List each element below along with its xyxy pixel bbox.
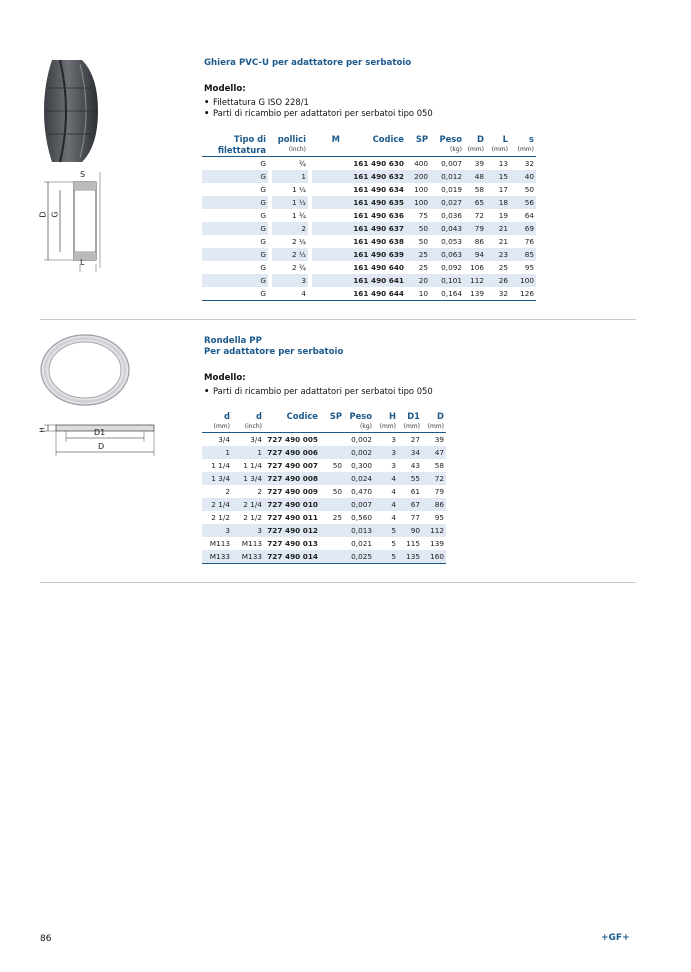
- col-header-pollici: pollici: [277, 134, 306, 144]
- cell-m: [312, 261, 342, 274]
- cell-d-inch: M113: [241, 539, 262, 548]
- cell-d-inch: 3: [232, 524, 264, 537]
- cell-peso: 0,027: [430, 196, 464, 209]
- cell-codice: 161 490 639: [342, 248, 406, 261]
- table-row: [202, 511, 446, 524]
- cell-peso: 0,560: [351, 513, 372, 522]
- cell-sp: [320, 537, 344, 550]
- cell-d-mm: 2 1/2: [211, 513, 230, 522]
- col-header-h: H: [388, 411, 396, 421]
- cell-d1: 27: [410, 435, 420, 444]
- drawing-label-l: L: [80, 258, 85, 267]
- cell-peso: 0,002: [351, 435, 372, 444]
- cell-h: 4: [374, 498, 398, 511]
- cell-sp: 20: [406, 274, 430, 287]
- cell-codice: 161 490 644: [353, 289, 404, 298]
- cell-tipo: G: [260, 185, 266, 194]
- cell-d: 160: [422, 550, 446, 564]
- cell-sp: 400: [414, 159, 428, 168]
- cell-s: 50: [524, 185, 534, 194]
- cell-m: [312, 235, 342, 248]
- nut-spec-table: [202, 134, 536, 301]
- cell-tipo: G: [202, 274, 268, 287]
- cell-d: 39: [434, 435, 444, 444]
- cell-peso: 0,013: [344, 524, 374, 537]
- col-header-sp: SP: [329, 411, 342, 421]
- cell-peso: 0,024: [344, 472, 374, 485]
- cell-d1: 77: [410, 513, 420, 522]
- cell-codice: 161 490 635: [342, 196, 406, 209]
- cell-h: 4: [391, 487, 396, 496]
- cell-d: 58: [474, 185, 484, 194]
- cell-h: 5: [391, 539, 396, 548]
- cell-s: 95: [524, 263, 534, 272]
- cell-sp: [320, 446, 344, 459]
- cell-d-inch: 2 1/2: [243, 513, 262, 522]
- table-row: [202, 524, 446, 537]
- cell-pollici: 2 ¾: [291, 263, 306, 272]
- cell-tipo: G: [260, 263, 266, 272]
- col-header-codice: Codice: [286, 411, 318, 421]
- col-header-s: s: [529, 134, 534, 144]
- cell-tipo: G: [260, 211, 266, 220]
- unit-d: (mm): [467, 146, 484, 153]
- cell-l: 21: [486, 222, 510, 235]
- cell-codice: 727 490 009: [267, 487, 318, 496]
- cell-h: 4: [391, 513, 396, 522]
- section-divider: [40, 582, 636, 583]
- table-row: [202, 183, 536, 196]
- cell-m: [312, 209, 342, 222]
- cell-peso: 0,053: [441, 237, 462, 246]
- cell-codice: 161 490 640: [353, 263, 404, 272]
- cell-l: 19: [498, 211, 508, 220]
- table-row: [202, 498, 446, 511]
- cell-sp: [320, 472, 344, 485]
- cell-d1: 135: [398, 550, 422, 564]
- cell-peso: 0,101: [430, 274, 464, 287]
- page-number: 86: [40, 934, 52, 944]
- bullet-item: • Filettatura G ISO 228/1: [204, 97, 309, 107]
- drawing-label-d1: D1: [94, 428, 106, 437]
- cell-d1: 34: [398, 446, 422, 459]
- nut-technical-drawing: [40, 168, 110, 272]
- cell-peso: 0,092: [441, 263, 462, 272]
- cell-m: [312, 287, 342, 301]
- cell-sp: [320, 498, 344, 511]
- cell-m: [312, 170, 342, 183]
- cell-sp: 10: [418, 289, 428, 298]
- cell-d: 86: [422, 498, 446, 511]
- cell-peso: 0,012: [430, 170, 464, 183]
- section-title: Rondella PP: [204, 336, 262, 346]
- table-row: [202, 274, 536, 287]
- cell-l: 15: [486, 170, 510, 183]
- cell-d-mm: 1 1/4: [211, 461, 230, 470]
- cell-s: 56: [510, 196, 536, 209]
- cell-d-inch: M133: [232, 550, 264, 564]
- cell-d-mm: 3: [202, 524, 232, 537]
- cell-sp: 50: [418, 237, 428, 246]
- cell-codice: 161 490 634: [353, 185, 404, 194]
- table-row: [202, 433, 446, 447]
- cell-l: 23: [486, 248, 510, 261]
- drawing-label-d: D: [38, 211, 48, 218]
- table-row: [202, 485, 446, 498]
- cell-h: 4: [374, 472, 398, 485]
- cell-h: 5: [374, 524, 398, 537]
- cell-d-inch: 3/4: [250, 435, 262, 444]
- cell-d1: 90: [398, 524, 422, 537]
- unit-peso: (kg): [450, 146, 462, 153]
- cell-codice: 161 490 632: [342, 170, 406, 183]
- col-header-peso: Peso: [349, 411, 372, 421]
- cell-d-mm: M113: [209, 539, 230, 548]
- table-row: [202, 550, 446, 564]
- table-row: [202, 170, 536, 183]
- cell-pollici: 2 ½: [272, 248, 308, 261]
- cell-d: 112: [422, 524, 446, 537]
- cell-m: [312, 222, 342, 235]
- cell-d: 112: [464, 274, 486, 287]
- cell-peso: 0,164: [441, 289, 462, 298]
- cell-codice: 161 490 636: [353, 211, 404, 220]
- nut-photo: [42, 58, 104, 164]
- cell-d-mm: 1: [202, 446, 232, 459]
- cell-d: 58: [434, 461, 444, 470]
- cell-d1: 115: [406, 539, 420, 548]
- cell-d: 72: [422, 472, 446, 485]
- bullet-item: • Parti di ricambio per adattatori per serbatoi tipo 050: [204, 386, 433, 396]
- cell-codice: 727 490 008: [264, 472, 320, 485]
- cell-sp: [320, 524, 344, 537]
- section-title: Ghiera PVC-U per adattatore per serbatoio: [204, 58, 412, 68]
- col-header-d: D: [477, 134, 484, 144]
- cell-s: 126: [520, 289, 534, 298]
- cell-d: 47: [422, 446, 446, 459]
- cell-codice: 727 490 005: [267, 435, 318, 444]
- cell-d: 39: [474, 159, 484, 168]
- cell-l: 13: [498, 159, 508, 168]
- cell-sp: 200: [406, 170, 430, 183]
- cell-s: 85: [510, 248, 536, 261]
- cell-s: 76: [524, 237, 534, 246]
- cell-tipo: G: [202, 170, 268, 183]
- unit-h: (mm): [379, 423, 396, 430]
- cell-d: 72: [474, 211, 484, 220]
- cell-sp: [320, 433, 344, 447]
- cell-sp: 50: [332, 461, 342, 470]
- table-row: [202, 209, 536, 222]
- cell-tipo: G: [202, 196, 268, 209]
- cell-d1: 55: [398, 472, 422, 485]
- table-row: [202, 459, 446, 472]
- unit-d-outer: (mm): [427, 423, 444, 430]
- unit-peso: (kg): [360, 423, 372, 430]
- cell-sp: 25: [406, 248, 430, 261]
- table-row: [202, 261, 536, 274]
- col-header-sp: SP: [415, 134, 428, 144]
- cell-l: 32: [498, 289, 508, 298]
- cell-codice: 727 490 010: [264, 498, 320, 511]
- model-label: Modello:: [204, 84, 246, 94]
- col-header-codice: Codice: [372, 134, 404, 144]
- table-row: [202, 235, 536, 248]
- col-header-l: L: [502, 134, 508, 144]
- cell-peso: 0,300: [351, 461, 372, 470]
- cell-d-mm: 2: [225, 487, 230, 496]
- cell-pollici: 1: [272, 170, 308, 183]
- col-header-tipo: Tipo di: [233, 134, 266, 144]
- cell-h: 3: [391, 435, 396, 444]
- cell-codice: 161 490 641: [342, 274, 406, 287]
- unit-l: (mm): [491, 146, 508, 153]
- section-divider: [40, 319, 636, 320]
- cell-pollici: 1 ¼: [291, 185, 306, 194]
- cell-d1: 61: [410, 487, 420, 496]
- cell-d-inch: 1 1/4: [243, 461, 262, 470]
- table-row: [202, 157, 536, 171]
- cell-pollici: 2: [272, 222, 308, 235]
- cell-d: 48: [464, 170, 486, 183]
- cell-d-mm: 1 3/4: [202, 472, 232, 485]
- col-header-d-mm: d: [224, 411, 230, 421]
- cell-s: 69: [510, 222, 536, 235]
- cell-d: 86: [474, 237, 484, 246]
- col-header-d1: D1: [407, 411, 420, 421]
- cell-pollici: 2 ¼: [291, 237, 306, 246]
- table-row: [202, 472, 446, 485]
- cell-sp: 50: [406, 222, 430, 235]
- cell-sp: 50: [332, 487, 342, 496]
- cell-m: [312, 274, 342, 287]
- cell-tipo: G: [260, 289, 266, 298]
- cell-peso: 0,007: [344, 498, 374, 511]
- gf-logo: +GF+: [601, 933, 630, 943]
- cell-d-inch: 1 3/4: [232, 472, 264, 485]
- cell-d: 106: [470, 263, 484, 272]
- cell-h: 3: [391, 461, 396, 470]
- cell-tipo: G: [260, 159, 266, 168]
- washer-photo: [38, 332, 132, 408]
- cell-d: 79: [464, 222, 486, 235]
- cell-pollici: 3: [272, 274, 308, 287]
- cell-tipo: G: [202, 222, 268, 235]
- drawing-label-h: H: [38, 427, 47, 433]
- cell-d: 139: [430, 539, 444, 548]
- cell-d1: 43: [410, 461, 420, 470]
- col-header-peso: Peso: [439, 134, 462, 144]
- section-subtitle: Per adattatore per serbatoio: [204, 347, 344, 357]
- unit-d-inch: (inch): [244, 423, 262, 430]
- cell-peso: 0,470: [351, 487, 372, 496]
- cell-d-inch: 2: [257, 487, 262, 496]
- cell-d: 139: [470, 289, 484, 298]
- cell-d: 79: [434, 487, 444, 496]
- table-row: [202, 287, 536, 301]
- cell-h: 5: [374, 550, 398, 564]
- cell-peso: 0,043: [430, 222, 464, 235]
- cell-d: 94: [464, 248, 486, 261]
- table-row: [202, 248, 536, 261]
- model-label: Modello:: [204, 373, 246, 383]
- cell-l: 17: [498, 185, 508, 194]
- washer-spec-table: [202, 411, 446, 564]
- cell-peso: 0,007: [441, 159, 462, 168]
- cell-codice: 727 490 013: [267, 539, 318, 548]
- cell-pollici: 1 ½: [272, 196, 308, 209]
- cell-d-inch: 2 1/4: [232, 498, 264, 511]
- table-row: [202, 537, 446, 550]
- cell-l: 25: [498, 263, 508, 272]
- cell-l: 21: [498, 237, 508, 246]
- cell-l: 18: [486, 196, 510, 209]
- cell-codice: 727 490 006: [264, 446, 320, 459]
- cell-peso: 0,063: [430, 248, 464, 261]
- cell-peso: 0,019: [441, 185, 462, 194]
- cell-m: [312, 196, 342, 209]
- cell-peso: 0,002: [344, 446, 374, 459]
- cell-pollici: 1 ¾: [291, 211, 306, 220]
- drawing-label-g: G: [50, 211, 60, 218]
- cell-d1: 67: [398, 498, 422, 511]
- cell-tipo: G: [260, 237, 266, 246]
- cell-pollici: 4: [301, 289, 306, 298]
- cell-m: [312, 248, 342, 261]
- col-header-d-inch: d: [256, 411, 262, 421]
- cell-sp: [320, 550, 344, 564]
- cell-s: 64: [524, 211, 534, 220]
- cell-codice: 161 490 638: [353, 237, 404, 246]
- cell-peso: 0,021: [351, 539, 372, 548]
- cell-s: 40: [510, 170, 536, 183]
- cell-l: 26: [486, 274, 510, 287]
- col-header-d-outer: D: [437, 411, 444, 421]
- col-header-m: M: [331, 134, 340, 144]
- unit-s: (mm): [517, 146, 534, 153]
- cell-d: 65: [464, 196, 486, 209]
- unit-d1: (mm): [403, 423, 420, 430]
- table-row: [202, 222, 536, 235]
- cell-peso: 0,036: [441, 211, 462, 220]
- cell-s: 100: [510, 274, 536, 287]
- cell-pollici: ¾: [298, 159, 306, 168]
- cell-sp: 100: [414, 185, 428, 194]
- cell-codice: 727 490 014: [264, 550, 320, 564]
- cell-codice: 727 490 011: [267, 513, 318, 522]
- cell-m: [312, 157, 342, 171]
- unit-pollici: (inch): [288, 146, 306, 153]
- drawing-label-d: D: [98, 442, 105, 451]
- cell-d-inch: 1: [232, 446, 264, 459]
- cell-h: 3: [374, 446, 398, 459]
- cell-sp: 25: [418, 263, 428, 272]
- cell-peso: 0,025: [344, 550, 374, 564]
- cell-codice: 727 490 012: [264, 524, 320, 537]
- table-row: [202, 196, 536, 209]
- drawing-label-s: S: [80, 170, 86, 179]
- cell-sp: 25: [332, 513, 342, 522]
- cell-sp: 100: [406, 196, 430, 209]
- bullet-item: • Parti di ricambio per adattatori per serbatoi tipo 050: [204, 108, 433, 118]
- col-header-tipo-line2: filettatura: [217, 145, 266, 155]
- cell-codice: 161 490 630: [353, 159, 404, 168]
- cell-m: [312, 183, 342, 196]
- unit-d-mm: (mm): [213, 423, 230, 430]
- cell-d: 95: [434, 513, 444, 522]
- cell-sp: 75: [418, 211, 428, 220]
- cell-d-mm: 3/4: [218, 435, 230, 444]
- cell-s: 32: [524, 159, 534, 168]
- table-row: [202, 446, 446, 459]
- cell-tipo: G: [202, 248, 268, 261]
- cell-d-mm: M133: [202, 550, 232, 564]
- cell-codice: 161 490 637: [342, 222, 406, 235]
- cell-d-mm: 2 1/4: [202, 498, 232, 511]
- cell-codice: 727 490 007: [267, 461, 318, 470]
